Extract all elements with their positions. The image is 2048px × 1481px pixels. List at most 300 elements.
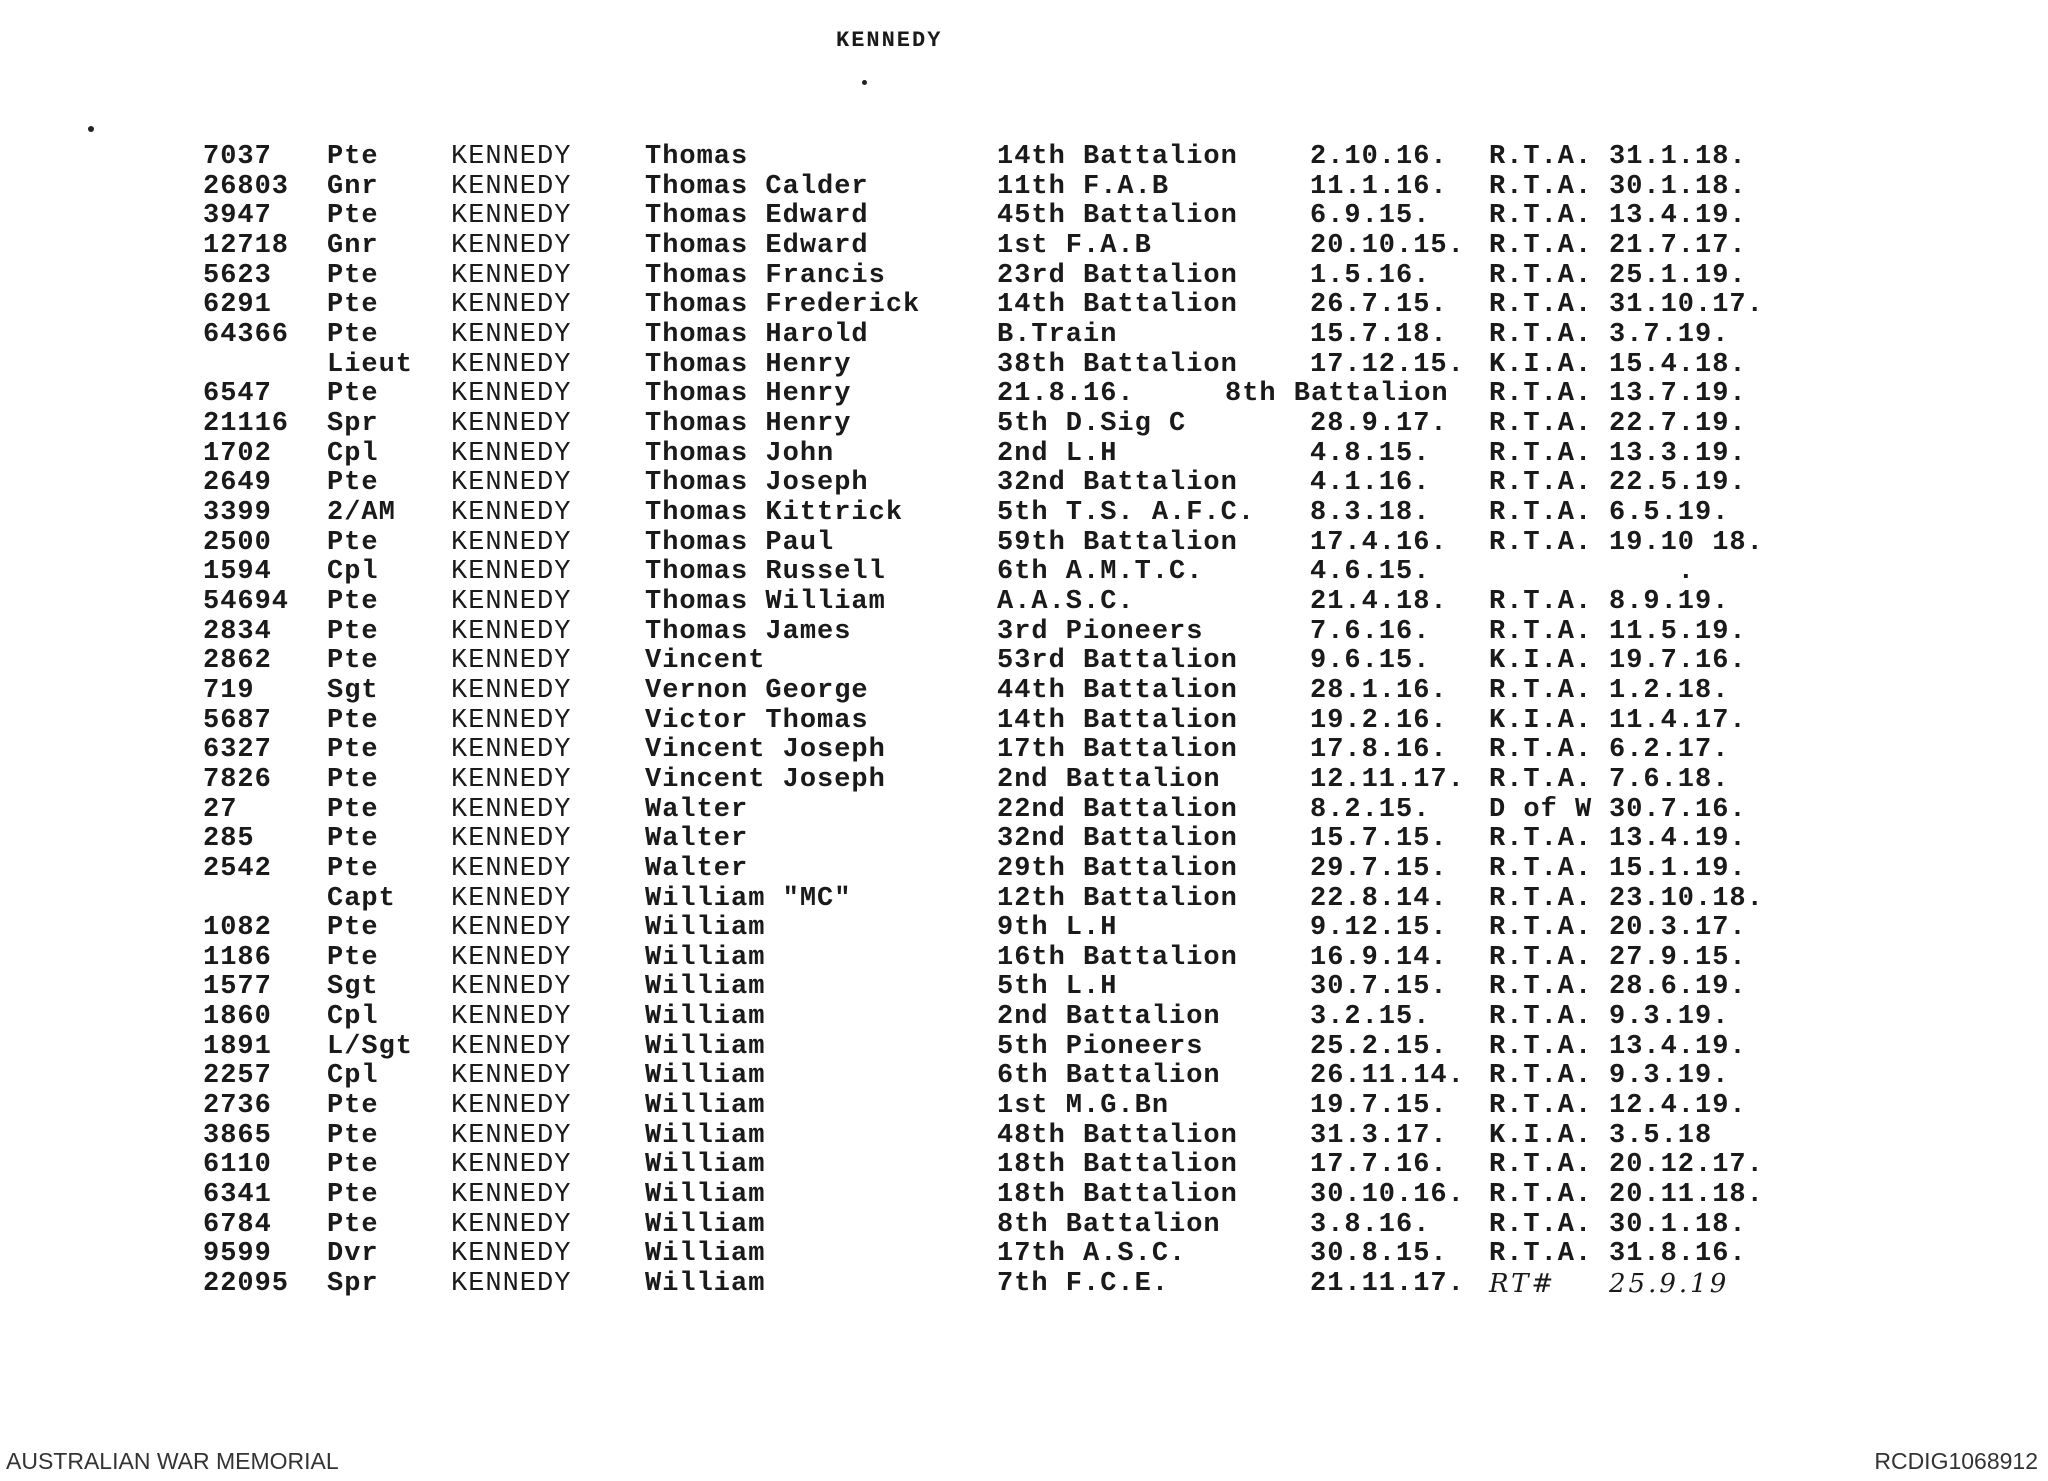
given-names: Thomas xyxy=(645,142,749,172)
given-names: William xyxy=(645,1150,766,1181)
surname: KENNEDY xyxy=(451,646,572,677)
table-row xyxy=(0,1150,2048,1180)
rank: Pte xyxy=(327,705,379,736)
enlistment-date: 19.7.15. xyxy=(1310,1091,1448,1122)
given-names: Vincent Joseph xyxy=(645,735,886,766)
table-row xyxy=(0,1269,2048,1299)
enlistment-date: 15.7.18. xyxy=(1310,319,1448,350)
surname: KENNEDY xyxy=(451,824,572,855)
enlistment-date: 30.8.15. xyxy=(1310,1239,1448,1270)
unit: 17th A.S.C. xyxy=(997,1239,1187,1270)
rank: Pte xyxy=(327,1209,379,1240)
fate-date: 21.7.17. xyxy=(1609,230,1747,261)
service-number: 285 xyxy=(203,824,255,855)
given-names: William xyxy=(645,1061,766,1092)
rank: 2/AM xyxy=(327,497,396,528)
surname: KENNEDY xyxy=(451,705,572,736)
service-number: 1186 xyxy=(203,942,272,973)
service-number: 2862 xyxy=(203,646,272,677)
table-row xyxy=(0,320,2048,350)
table-row xyxy=(0,972,2048,1002)
surname: KENNEDY xyxy=(451,675,572,706)
table-row xyxy=(0,409,2048,439)
unit: 5th L.H xyxy=(997,972,1118,1003)
enlistment-date: 9.6.15. xyxy=(1310,646,1431,677)
rank: Capt xyxy=(327,883,396,914)
table-row xyxy=(0,290,2048,320)
fate-date: 15.1.19. xyxy=(1609,853,1747,884)
enlistment-date: 9.12.15. xyxy=(1310,913,1448,944)
table-row xyxy=(0,884,2048,914)
service-number: 54694 xyxy=(203,586,290,617)
rank: Pte xyxy=(327,142,379,172)
surname: KENNEDY xyxy=(451,468,572,499)
service-number: 6341 xyxy=(203,1180,272,1211)
fate: R.T.A. xyxy=(1489,319,1593,350)
unit: 1st F.A.B xyxy=(997,230,1152,261)
table-row xyxy=(0,350,2048,380)
given-names: Thomas John xyxy=(645,438,835,469)
fate: R.T.A. xyxy=(1489,171,1593,202)
rank: Spr xyxy=(327,408,379,439)
given-names: William xyxy=(645,1002,766,1033)
rank: Gnr xyxy=(327,171,379,202)
fate-date: 6.2.17. xyxy=(1609,735,1730,766)
given-names: William xyxy=(645,1031,766,1062)
unit: 11th F.A.B xyxy=(997,171,1170,202)
enlistment-date: 8.3.18. xyxy=(1310,497,1431,528)
rank: L/Sgt xyxy=(327,1031,414,1062)
enlistment-date: 4.1.16. xyxy=(1310,468,1431,499)
given-names: Thomas Henry xyxy=(645,379,852,410)
unit: 7th F.C.E. xyxy=(997,1269,1170,1300)
given-names: Thomas Joseph xyxy=(645,468,869,499)
fate-date: 13.7.19. xyxy=(1609,379,1747,410)
given-names: William xyxy=(645,1180,766,1211)
enlistment-date: 20.10.15. xyxy=(1310,230,1465,261)
unit: 29th Battalion xyxy=(997,853,1238,884)
unit: 6th A.M.T.C. xyxy=(997,557,1204,588)
table-row xyxy=(0,1239,2048,1269)
fate-date: 30.7.16. xyxy=(1609,794,1747,825)
unit: 14th Battalion xyxy=(997,142,1238,172)
given-names: Thomas Henry xyxy=(645,349,852,380)
service-number: 2834 xyxy=(203,616,272,647)
service-number: 3947 xyxy=(203,201,272,232)
table-row xyxy=(0,676,2048,706)
fate: R.T.A. xyxy=(1489,616,1593,647)
surname: KENNEDY xyxy=(451,616,572,647)
given-names: William xyxy=(645,1209,766,1240)
surname: KENNEDY xyxy=(451,1061,572,1092)
fate: R.T.A. xyxy=(1489,408,1593,439)
fate-date: 13.4.19. xyxy=(1609,201,1747,232)
given-names: Thomas Russell xyxy=(645,557,886,588)
given-names: William xyxy=(645,942,766,973)
enlistment-date: 12.11.17. xyxy=(1310,764,1465,795)
unit: 32nd Battalion xyxy=(997,824,1238,855)
enlistment-date: 30.10.16. xyxy=(1310,1180,1465,1211)
service-number: 26803 xyxy=(203,171,290,202)
fate: R.T.A. xyxy=(1489,1061,1593,1092)
given-names: William "MC" xyxy=(645,883,852,914)
fate-date: 13.4.19. xyxy=(1609,1031,1747,1062)
rank: Pte xyxy=(327,1120,379,1151)
fate: K.I.A. xyxy=(1489,705,1593,736)
fate-date: 3.5.18 xyxy=(1609,1120,1713,1151)
fate: R.T.A. xyxy=(1489,201,1593,232)
rank: Pte xyxy=(327,1150,379,1181)
service-number: 7826 xyxy=(203,764,272,795)
fate: R.T.A. xyxy=(1489,230,1593,261)
fate: R.T.A. xyxy=(1489,735,1593,766)
table-row xyxy=(0,824,2048,854)
fate: R.T.A. xyxy=(1489,824,1593,855)
table-row xyxy=(0,617,2048,647)
fate: R.T.A. xyxy=(1489,438,1593,469)
fate-date: 3.7.19. xyxy=(1609,319,1730,350)
enlistment-date: 22.8.14. xyxy=(1310,883,1448,914)
fate: R.T.A. xyxy=(1489,379,1593,410)
surname: KENNEDY xyxy=(451,853,572,884)
fate-date: 23.10.18. xyxy=(1609,883,1764,914)
fate-date: 19.10 18. xyxy=(1609,527,1764,558)
unit: 21.8.16. xyxy=(997,379,1135,410)
fate: D of W xyxy=(1489,794,1593,825)
given-names: William xyxy=(645,972,766,1003)
fate-date: 31.8.16. xyxy=(1609,1239,1747,1270)
surname: KENNEDY xyxy=(451,1150,572,1181)
surname: KENNEDY xyxy=(451,527,572,558)
unit: 44th Battalion xyxy=(997,675,1238,706)
fate-date: 30.1.18. xyxy=(1609,1209,1747,1240)
surname: KENNEDY xyxy=(451,764,572,795)
service-number: 21116 xyxy=(203,408,290,439)
rank: Cpl xyxy=(327,1002,379,1033)
unit: 5th D.Sig C xyxy=(997,408,1187,439)
rank: Pte xyxy=(327,290,379,321)
rank: Pte xyxy=(327,764,379,795)
fate: R.T.A. xyxy=(1489,497,1593,528)
service-number: 6110 xyxy=(203,1150,272,1181)
fate: R.T.A. xyxy=(1489,1209,1593,1240)
fate: R.T.A. xyxy=(1489,527,1593,558)
service-number: 1577 xyxy=(203,972,272,1003)
table-row xyxy=(0,231,2048,261)
fate: R.T.A. xyxy=(1489,142,1593,172)
fate-date: 25.1.19. xyxy=(1609,260,1747,291)
fate-date: 11.4.17. xyxy=(1609,705,1747,736)
surname: KENNEDY xyxy=(451,142,572,172)
rank: Spr xyxy=(327,1269,379,1300)
given-names: Thomas Paul xyxy=(645,527,835,558)
rank: Sgt xyxy=(327,675,379,706)
service-number: 12718 xyxy=(203,230,290,261)
fate-date: 9.3.19. xyxy=(1609,1002,1730,1033)
surname: KENNEDY xyxy=(451,883,572,914)
given-names: William xyxy=(645,1091,766,1122)
enlistment-date: 1.5.16. xyxy=(1310,260,1431,291)
table-row xyxy=(0,439,2048,469)
unit: 5th Pioneers xyxy=(997,1031,1204,1062)
enlistment-date: 29.7.15. xyxy=(1310,853,1448,884)
enlistment-date: 6.9.15. xyxy=(1310,201,1431,232)
fate-date: 1.2.18. xyxy=(1609,675,1730,706)
rank: Pte xyxy=(327,586,379,617)
service-number: 3865 xyxy=(203,1120,272,1151)
surname: KENNEDY xyxy=(451,557,572,588)
surname: KENNEDY xyxy=(451,408,572,439)
unit: 22nd Battalion xyxy=(997,794,1238,825)
service-number: 27 xyxy=(203,794,238,825)
fate-date: 20.11.18. xyxy=(1609,1180,1764,1211)
given-names: Vincent xyxy=(645,646,766,677)
fate: R.T.A. xyxy=(1489,1239,1593,1270)
fate-date: 6.5.19. xyxy=(1609,497,1730,528)
rank: Pte xyxy=(327,794,379,825)
unit: 5th T.S. A.F.C. xyxy=(997,497,1256,528)
fate: R.T.A. xyxy=(1489,1150,1593,1181)
table-row xyxy=(0,765,2048,795)
surname: KENNEDY xyxy=(451,171,572,202)
table-row xyxy=(0,943,2048,973)
service-number: 3399 xyxy=(203,497,272,528)
table-row xyxy=(0,1091,2048,1121)
unit: 32nd Battalion xyxy=(997,468,1238,499)
service-number: 2500 xyxy=(203,527,272,558)
enlistment-date: 2.10.16. xyxy=(1310,142,1448,172)
rank: Pte xyxy=(327,735,379,766)
unit: 3rd Pioneers xyxy=(997,616,1204,647)
fate-date: 30.1.18. xyxy=(1609,171,1747,202)
enlistment-date: 16.9.14. xyxy=(1310,942,1448,973)
unit: 6th Battalion xyxy=(997,1061,1221,1092)
rank: Pte xyxy=(327,379,379,410)
given-names: William xyxy=(645,1269,766,1300)
unit: A.A.S.C. xyxy=(997,586,1135,617)
enlistment-date: 4.6.15. xyxy=(1310,557,1431,588)
rank: Dvr xyxy=(327,1239,379,1270)
unit: 8th Battalion xyxy=(997,1209,1221,1240)
enlistment-date: 28.1.16. xyxy=(1310,675,1448,706)
table-row xyxy=(0,795,2048,825)
unit: 12th Battalion xyxy=(997,883,1238,914)
table-row xyxy=(0,557,2048,587)
unit: 14th Battalion xyxy=(997,290,1238,321)
rank: Pte xyxy=(327,201,379,232)
service-number: 22095 xyxy=(203,1269,290,1300)
surname: KENNEDY xyxy=(451,913,572,944)
given-names: Thomas Francis xyxy=(645,260,886,291)
rank: Gnr xyxy=(327,230,379,261)
enlistment-date: 30.7.15. xyxy=(1310,972,1448,1003)
table-row xyxy=(0,1121,2048,1151)
table-row xyxy=(0,913,2048,943)
service-number: 9599 xyxy=(203,1239,272,1270)
table-row xyxy=(0,1210,2048,1240)
service-number: 1702 xyxy=(203,438,272,469)
unit: 16th Battalion xyxy=(997,942,1238,973)
rank: Pte xyxy=(327,1091,379,1122)
unit: 23rd Battalion xyxy=(997,260,1238,291)
fate-date: 11.5.19. xyxy=(1609,616,1747,647)
rank: Pte xyxy=(327,942,379,973)
rank: Cpl xyxy=(327,557,379,588)
enlistment-date: 17.4.16. xyxy=(1310,527,1448,558)
fate: K.I.A. xyxy=(1489,1120,1593,1151)
service-number: 5687 xyxy=(203,705,272,736)
given-names: Thomas Henry xyxy=(645,408,852,439)
fate-date: 27.9.15. xyxy=(1609,942,1747,973)
enlistment-date: 8th Battalion xyxy=(1225,379,1449,410)
service-number: 6327 xyxy=(203,735,272,766)
enlistment-date: 8.2.15. xyxy=(1310,794,1431,825)
fate: R.T.A. xyxy=(1489,853,1593,884)
page-title: KENNEDY xyxy=(836,28,943,53)
given-names: Vernon George xyxy=(645,675,869,706)
surname: KENNEDY xyxy=(451,349,572,380)
fate-date: 31.1.18. xyxy=(1609,142,1747,172)
rank: Pte xyxy=(327,616,379,647)
service-number: 1891 xyxy=(203,1031,272,1062)
given-names: William xyxy=(645,913,766,944)
unit: 9th L.H xyxy=(997,913,1118,944)
fate: R.T.A. xyxy=(1489,913,1593,944)
table-row xyxy=(0,468,2048,498)
fate: R.T.A. xyxy=(1489,290,1593,321)
surname: KENNEDY xyxy=(451,1002,572,1033)
fate-date: 13.4.19. xyxy=(1609,824,1747,855)
rank: Cpl xyxy=(327,438,379,469)
service-number: 2257 xyxy=(203,1061,272,1092)
surname: KENNEDY xyxy=(451,230,572,261)
enlistment-date: 21.4.18. xyxy=(1310,586,1448,617)
rank: Pte xyxy=(327,853,379,884)
table-row xyxy=(0,735,2048,765)
rank: Lieut xyxy=(327,349,414,380)
unit: 17th Battalion xyxy=(997,735,1238,766)
rank: Pte xyxy=(327,260,379,291)
enlistment-date: 25.2.15. xyxy=(1310,1031,1448,1062)
table-row xyxy=(0,1180,2048,1210)
fate: R.T.A. xyxy=(1489,1091,1593,1122)
fate: R.T.A. xyxy=(1489,260,1593,291)
unit: 59th Battalion xyxy=(997,527,1238,558)
unit: 18th Battalion xyxy=(997,1150,1238,1181)
ink-speck xyxy=(88,126,94,132)
surname: KENNEDY xyxy=(451,586,572,617)
surname: KENNEDY xyxy=(451,1031,572,1062)
fate: R.T.A. xyxy=(1489,675,1593,706)
surname: KENNEDY xyxy=(451,438,572,469)
fate: R.T.A. xyxy=(1489,586,1593,617)
service-number: 1082 xyxy=(203,913,272,944)
surname: KENNEDY xyxy=(451,290,572,321)
table-row xyxy=(0,706,2048,736)
fate-date: 28.6.19. xyxy=(1609,972,1747,1003)
fate-date: 12.4.19. xyxy=(1609,1091,1747,1122)
fate-date: 7.6.18. xyxy=(1609,764,1730,795)
service-number: 2736 xyxy=(203,1091,272,1122)
table-row xyxy=(0,646,2048,676)
given-names: Thomas Calder xyxy=(645,171,869,202)
enlistment-date: 19.2.16. xyxy=(1310,705,1448,736)
surname: KENNEDY xyxy=(451,972,572,1003)
fate: R.T.A. xyxy=(1489,972,1593,1003)
unit: 2nd Battalion xyxy=(997,764,1221,795)
given-names: William xyxy=(645,1120,766,1151)
rank: Pte xyxy=(327,646,379,677)
given-names: Walter xyxy=(645,853,749,884)
table-row xyxy=(0,1002,2048,1032)
fate-date: 15.4.18. xyxy=(1609,349,1747,380)
enlistment-date: 15.7.15. xyxy=(1310,824,1448,855)
unit: 18th Battalion xyxy=(997,1180,1238,1211)
unit: 45th Battalion xyxy=(997,201,1238,232)
fate: RT# xyxy=(1489,1269,1557,1300)
surname: KENNEDY xyxy=(451,1091,572,1122)
given-names: Vincent Joseph xyxy=(645,764,886,795)
fate: K.I.A. xyxy=(1489,646,1593,677)
given-names: Thomas James xyxy=(645,616,852,647)
surname: KENNEDY xyxy=(451,942,572,973)
surname: KENNEDY xyxy=(451,735,572,766)
surname: KENNEDY xyxy=(451,319,572,350)
rank: Pte xyxy=(327,913,379,944)
table-row xyxy=(0,528,2048,558)
fate-date: 20.12.17. xyxy=(1609,1150,1764,1181)
enlistment-date: 17.7.16. xyxy=(1310,1150,1448,1181)
table-row xyxy=(0,379,2048,409)
table-row xyxy=(0,1061,2048,1091)
given-names: Thomas Harold xyxy=(645,319,869,350)
unit: 1st M.G.Bn xyxy=(997,1091,1170,1122)
enlistment-date: 31.3.17. xyxy=(1310,1120,1448,1151)
table-row xyxy=(0,172,2048,202)
rank: Cpl xyxy=(327,1061,379,1092)
fate-date: 22.5.19. xyxy=(1609,468,1747,499)
given-names: Walter xyxy=(645,824,749,855)
enlistment-date: 21.11.17. xyxy=(1310,1269,1465,1300)
given-names: Victor Thomas xyxy=(645,705,869,736)
service-number: 6547 xyxy=(203,379,272,410)
given-names: Thomas Kittrick xyxy=(645,497,904,528)
table-row xyxy=(0,587,2048,617)
given-names: Thomas Frederick xyxy=(645,290,921,321)
surname: KENNEDY xyxy=(451,201,572,232)
service-number: 6784 xyxy=(203,1209,272,1240)
fate: R.T.A. xyxy=(1489,1031,1593,1062)
surname: KENNEDY xyxy=(451,1269,572,1300)
unit: 2nd Battalion xyxy=(997,1002,1221,1033)
given-names: Thomas Edward xyxy=(645,201,869,232)
ink-speck xyxy=(862,80,867,85)
table-row xyxy=(0,201,2048,231)
fate-date: 22.7.19. xyxy=(1609,408,1747,439)
service-number: 719 xyxy=(203,675,255,706)
fate-date: 13.3.19. xyxy=(1609,438,1747,469)
table-row xyxy=(0,261,2048,291)
fate: R.T.A. xyxy=(1489,1002,1593,1033)
fate-date: 31.10.17. xyxy=(1609,290,1764,321)
fate-date: 20.3.17. xyxy=(1609,913,1747,944)
enlistment-date: 4.8.15. xyxy=(1310,438,1431,469)
given-names: Thomas Edward xyxy=(645,230,869,261)
surname: KENNEDY xyxy=(451,1239,572,1270)
rank: Pte xyxy=(327,824,379,855)
service-number: 7037 xyxy=(203,142,272,172)
fate-date: 8.9.19. xyxy=(1609,586,1730,617)
